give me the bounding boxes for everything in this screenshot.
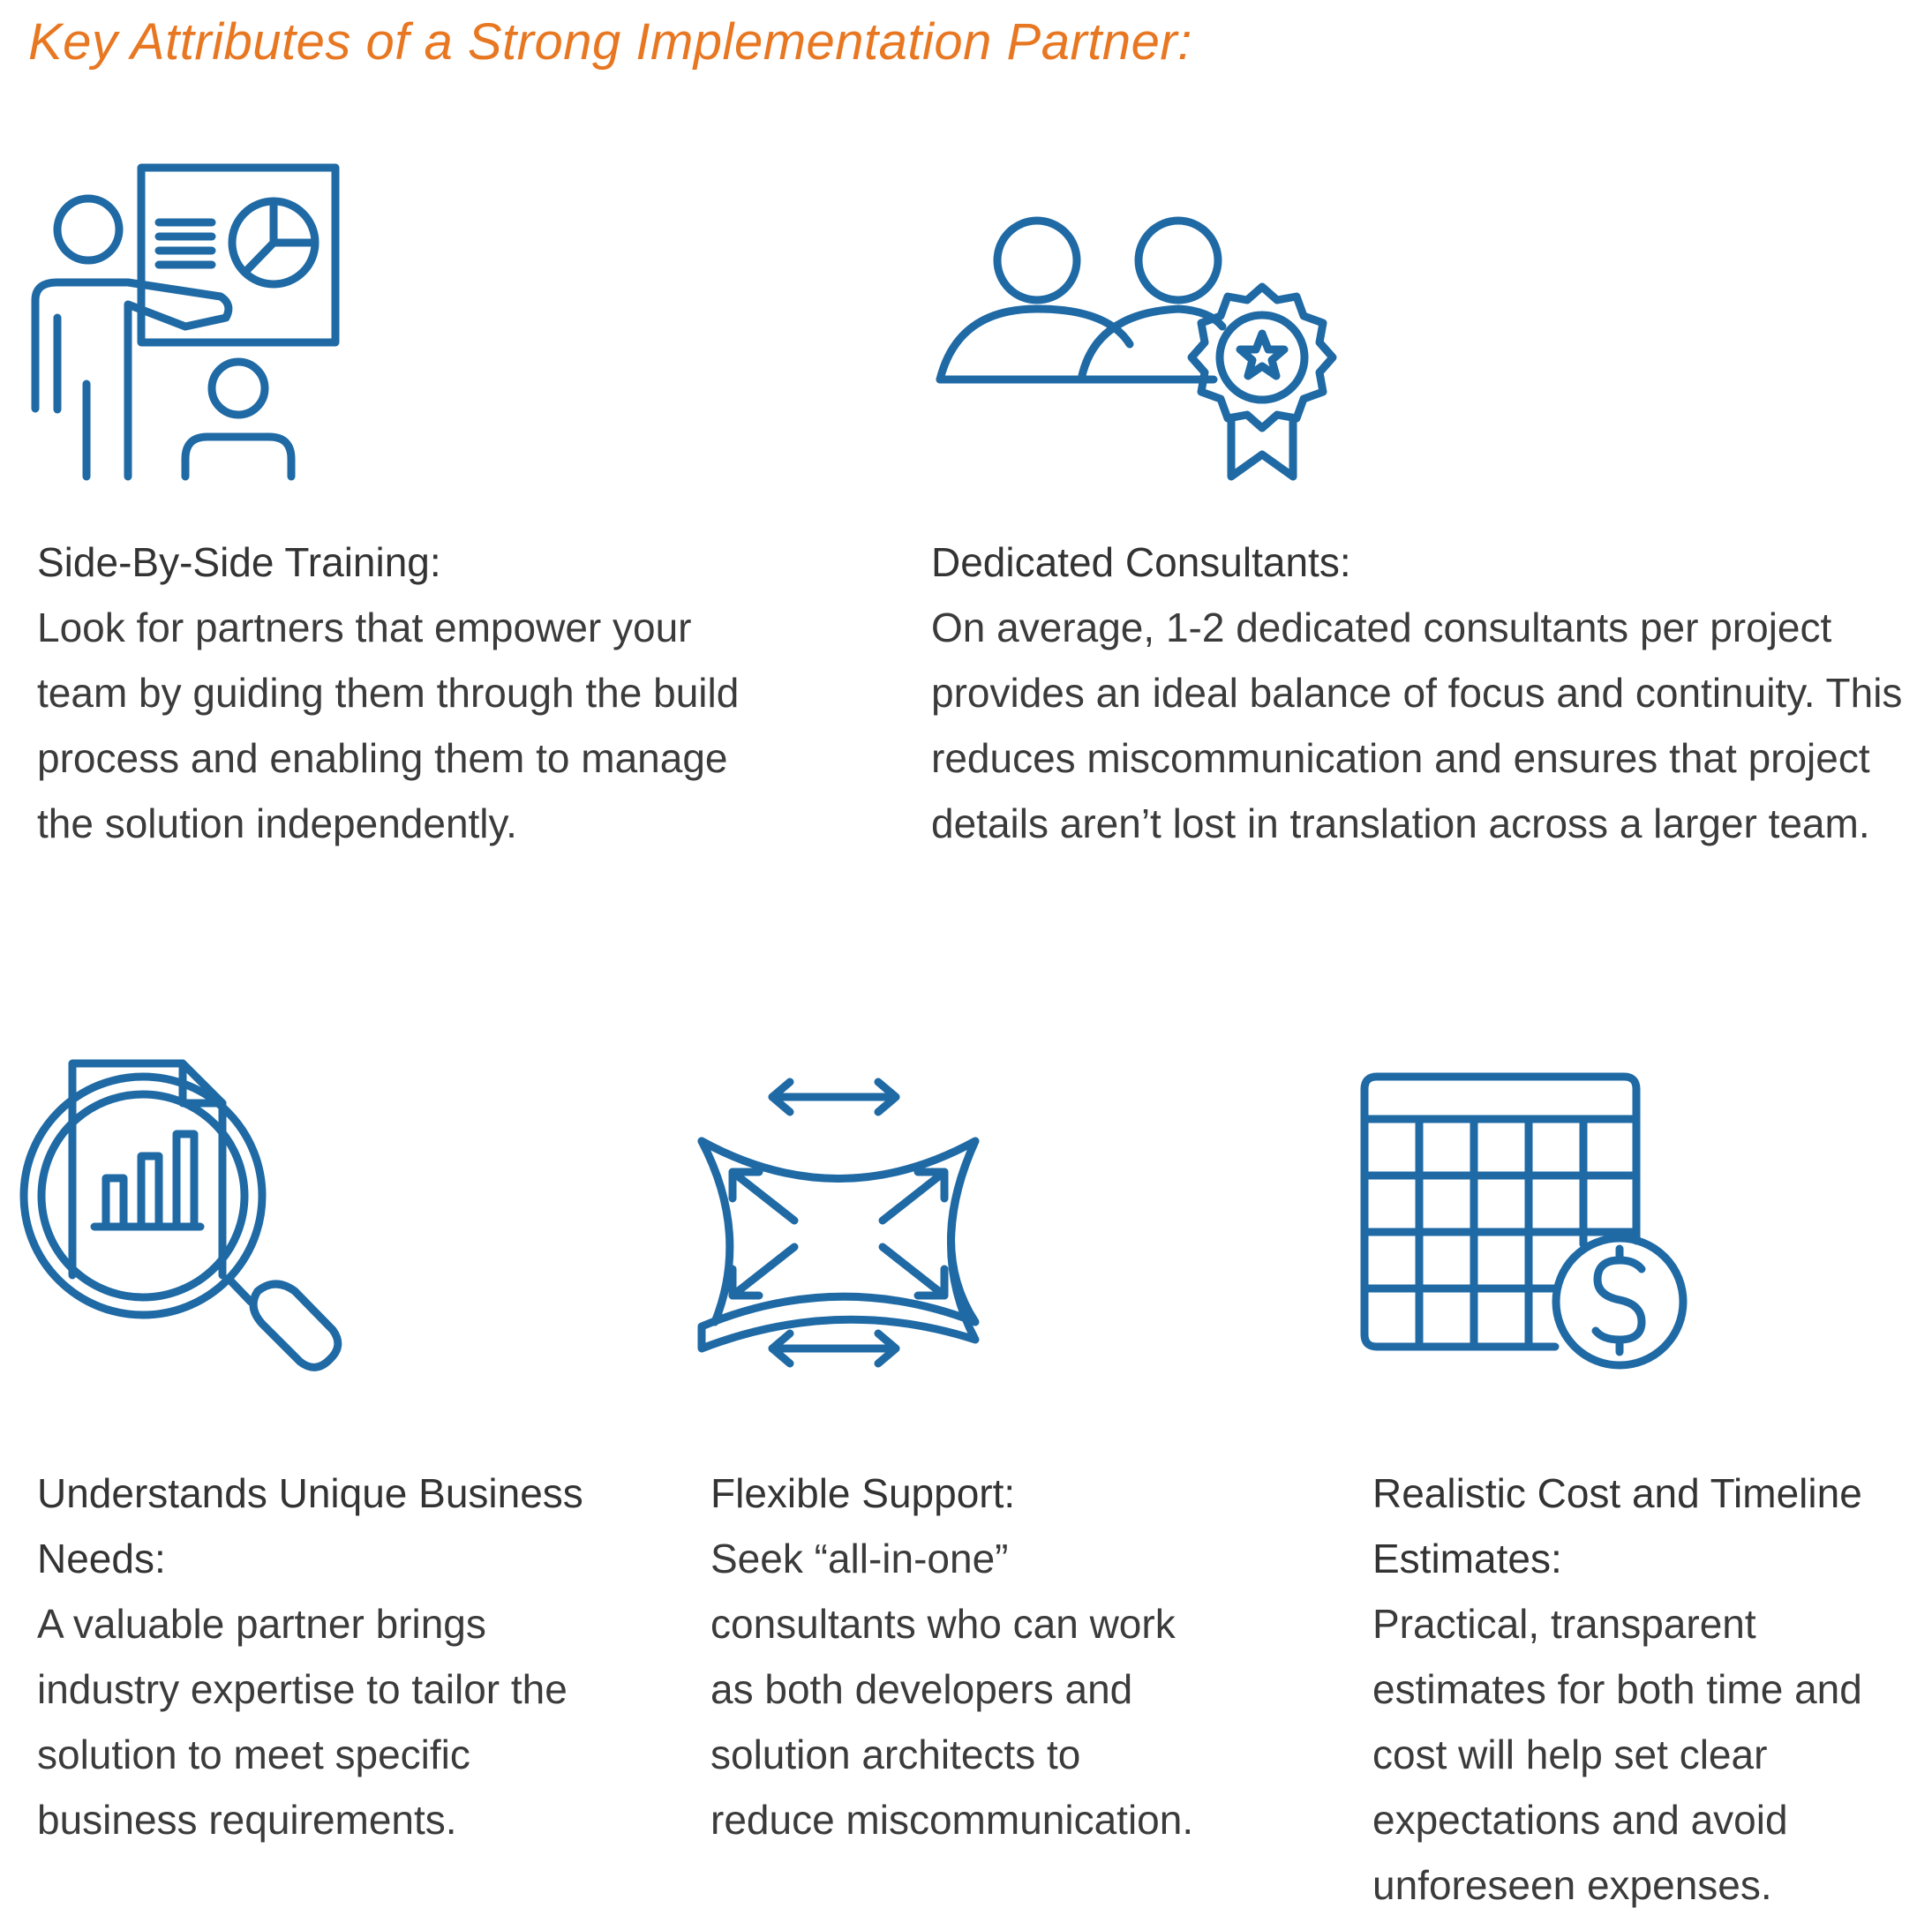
- attribute-training: [37, 530, 787, 856]
- page-title: Key Attributes of a Strong Implementation Partner:: [28, 13, 1192, 71]
- attribute-heading: Side-By-Side Training:: [37, 539, 441, 585]
- attribute-cost-timeline: [1372, 1461, 1920, 1918]
- attribute-consultants: [931, 530, 1924, 856]
- flexible-arrows-icon: [688, 1075, 989, 1375]
- calendar-cost-icon: [1359, 1068, 1695, 1377]
- attribute-body: Look for partners that empower your team by guiding them through the build process and enabling them to manage the solution independently.: [37, 605, 740, 846]
- attribute-heading: Flexible Support:: [710, 1470, 1016, 1516]
- magnifier-report-icon: [19, 1055, 346, 1390]
- attribute-business-needs: [37, 1461, 602, 1852]
- attribute-body: A valuable partner brings industry expertise to tailor the solution to meet specific business requirements.: [37, 1601, 568, 1843]
- presentation-trainer-icon: [18, 159, 344, 485]
- attribute-heading: Understands Unique Business Needs:: [37, 1470, 583, 1581]
- attribute-body: Practical, transparent estimates for both time and cost will help set clear expectations and avoid unforeseen expenses.: [1372, 1601, 1862, 1908]
- attribute-body: Seek “all-in-one” consultants who can work as both developers and solution architects to reduce miscommunication.: [710, 1536, 1194, 1843]
- attribute-heading: Dedicated Consultants:: [931, 539, 1351, 585]
- attribute-flexible-support: [710, 1461, 1205, 1852]
- attribute-heading: Realistic Cost and Timeline Estimates:: [1372, 1470, 1862, 1581]
- consultants-award-icon: [931, 212, 1346, 485]
- attribute-body: On average, 1-2 dedicated consultants per project provides an ideal balance of focus and continuity. This reduces miscommunication and ensures that project details aren’t lost in translation across a larger team.: [931, 605, 1903, 846]
